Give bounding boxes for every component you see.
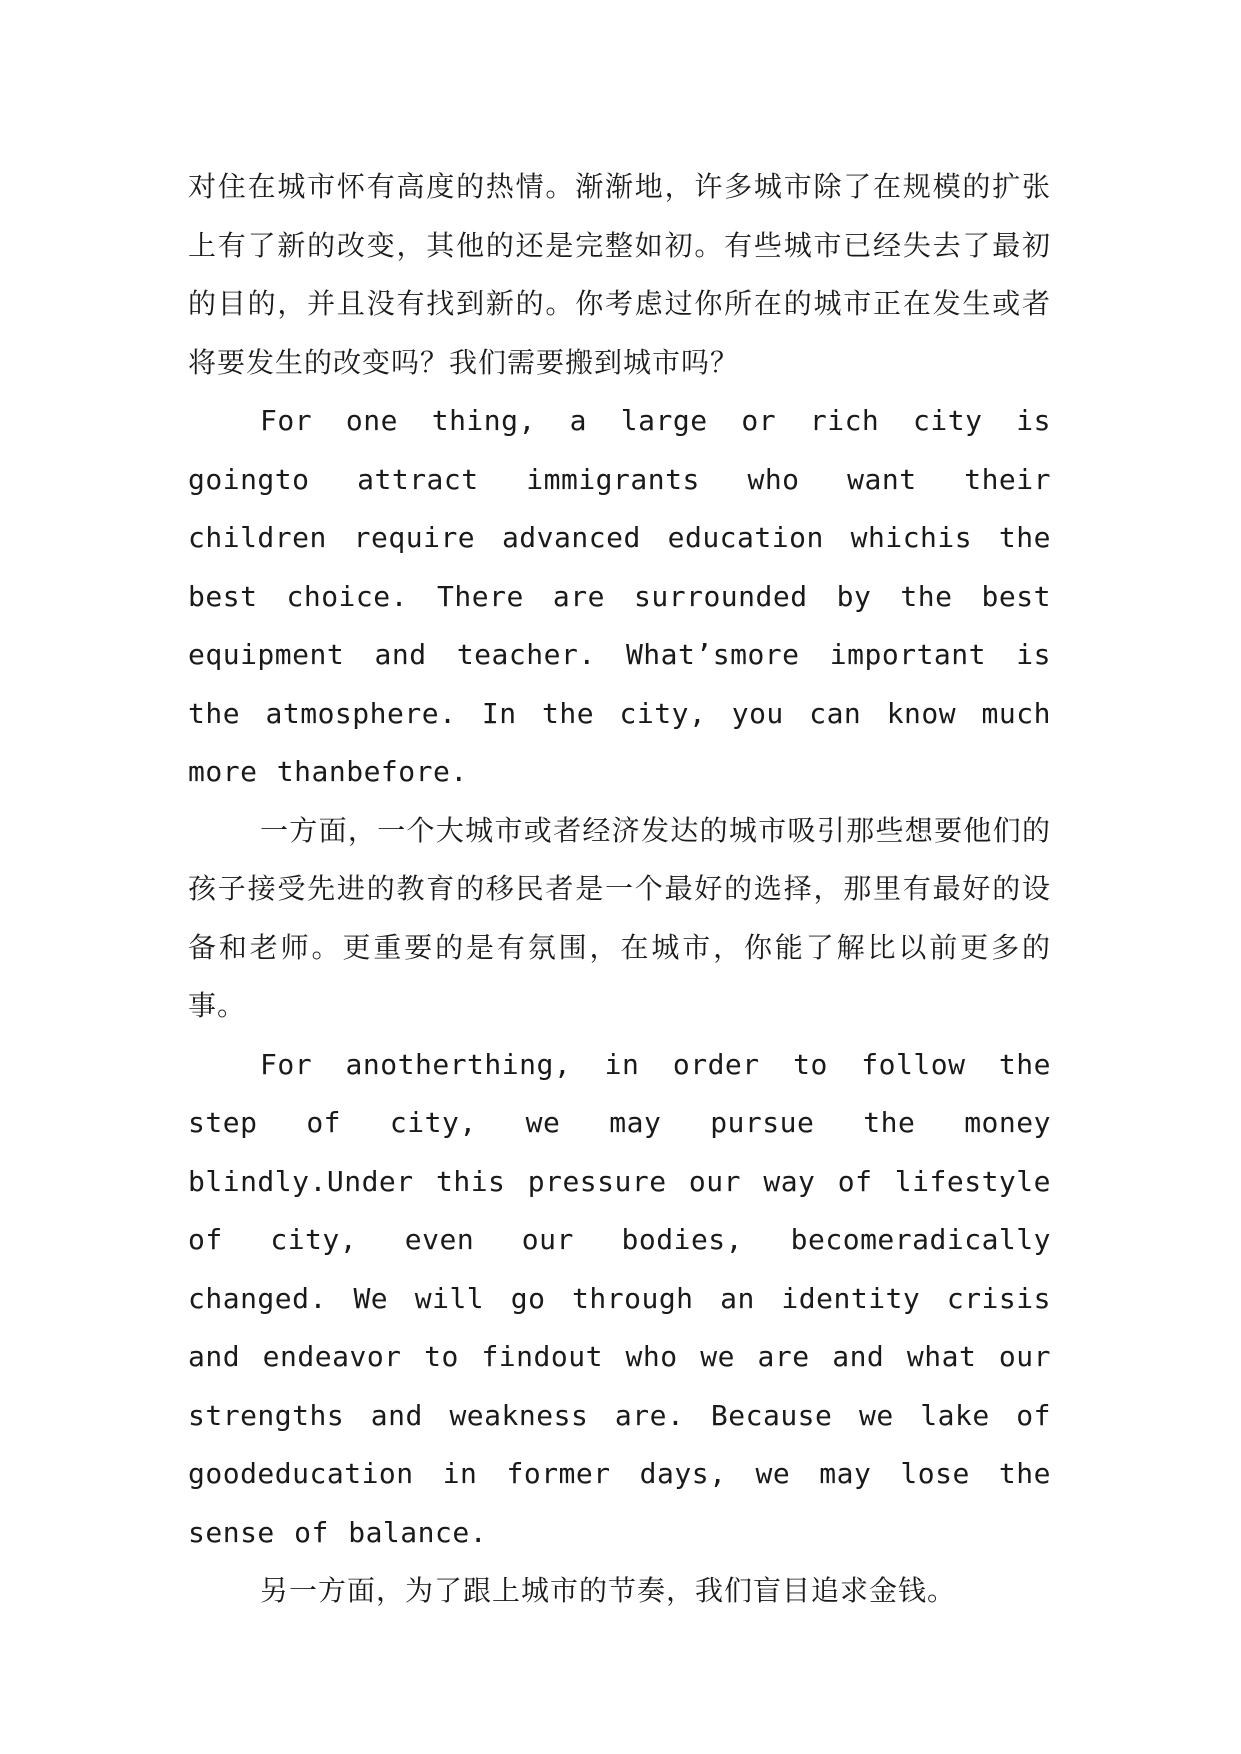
document-body (188, 158, 1051, 1621)
paragraph-english-another-thing: For anotherthing, in order to follow the step of city, we may pursue the money blindly.Under this pressure our way of lifestyle of city, even our bodies, becomeradically changed. We will go through an identity crisis and endeavor to findout who we are and what our strengths and weakness are. Because we lake of goodeducation in former days, we may lose the sense of balance. (188, 1047, 1051, 1549)
paragraph-chinese-another-thing: 另一方面，为了跟上城市的节奏，我们盲目追求金钱。 (260, 1574, 957, 1607)
paragraph-chinese-one-thing: 一方面，一个大城市或者经济发达的城市吸引那些想要他们的孩子接受先进的教育的移民者是一个最好的选择，那里有最好的设备和老师。更重要的是有氛围，在城市，你能了解比以前更多的事。 (188, 813, 1051, 1022)
paragraph-chinese-intro: 对住在城市怀有高度的热情。渐渐地，许多城市除了在规模的扩张上有了新的改变，其他的还是完整如初。有些城市已经失去了最初的目的，并且没有找到新的。你考虑过你所在的城市正在发生或者将要发生的改变吗？我们需要搬到城市吗？ (188, 170, 1051, 379)
paragraph-english-one-thing: For one thing, a large or rich city is goingto attract immigrants who want their children require advanced education whichis the best choice. There are surrounded by the best equipment and teacher. What’smore important is the atmosphere. In the city, you can know much more thanbefore. (188, 404, 1051, 788)
